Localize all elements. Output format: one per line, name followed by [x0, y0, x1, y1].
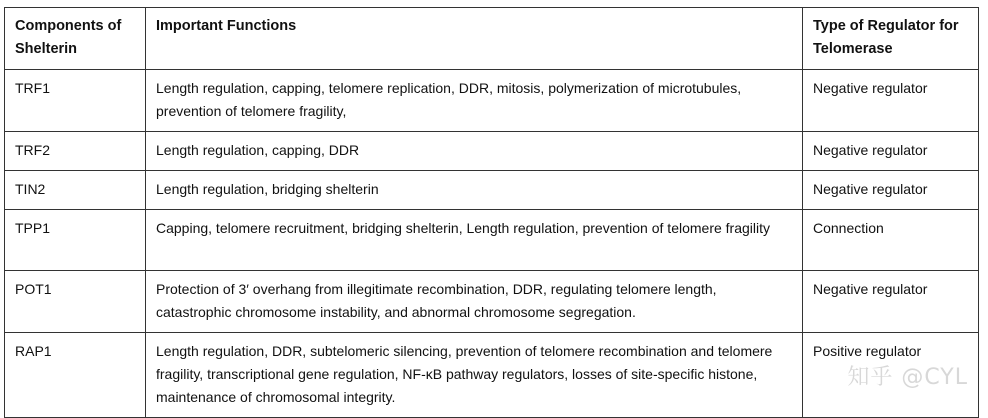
table-row: [5, 171, 979, 210]
header-regulator-type: Type of Regulator for Telomerase: [803, 8, 979, 70]
functions-cell: Length regulation, capping, DDR: [146, 132, 803, 171]
regulator-cell: Negative regulator: [803, 171, 979, 210]
header-functions: Important Functions: [146, 8, 803, 70]
table-header-row: [5, 8, 979, 70]
regulator-cell: Positive regulator: [803, 333, 979, 418]
shelterin-components-table: [4, 7, 979, 418]
table-row: [5, 271, 979, 333]
watermark: 知乎 @CYL: [847, 365, 968, 390]
table-row: [5, 70, 979, 132]
regulator-cell: Negative regulator: [803, 271, 979, 333]
functions-cell: Length regulation, capping, telomere replication, DDR, mitosis, polymerization of microtubules, prevention of telomere fragility,: [146, 70, 803, 132]
regulator-cell: Negative regulator: [803, 132, 979, 171]
functions-cell: Length regulation, bridging shelterin: [146, 171, 803, 210]
functions-cell: Capping, telomere recruitment, bridging shelterin, Length regulation, prevention of telomere fragility: [146, 210, 803, 271]
regulator-cell: Connection: [803, 210, 979, 271]
component-cell: POT1: [5, 271, 146, 333]
component-cell: TRF1: [5, 70, 146, 132]
table-row: [5, 132, 979, 171]
functions-cell: Length regulation, DDR, subtelomeric silencing, prevention of telomere recombination and telomere fragility, transcriptional gene regulation, NF-κB pathway regulators, losses of site-specific histone, maintenance of chromosomal integrity.: [146, 333, 803, 418]
table-row: [5, 333, 979, 418]
table-row: [5, 210, 979, 271]
component-cell: TRF2: [5, 132, 146, 171]
regulator-cell: Negative regulator: [803, 70, 979, 132]
component-cell: RAP1: [5, 333, 146, 418]
header-components: Components of Shelterin: [5, 8, 146, 70]
functions-cell: Protection of 3′ overhang from illegitimate recombination, DDR, regulating telomere length, catastrophic chromosome instability, and abnormal chromosome segregation.: [146, 271, 803, 333]
component-cell: TPP1: [5, 210, 146, 271]
component-cell: TIN2: [5, 171, 146, 210]
